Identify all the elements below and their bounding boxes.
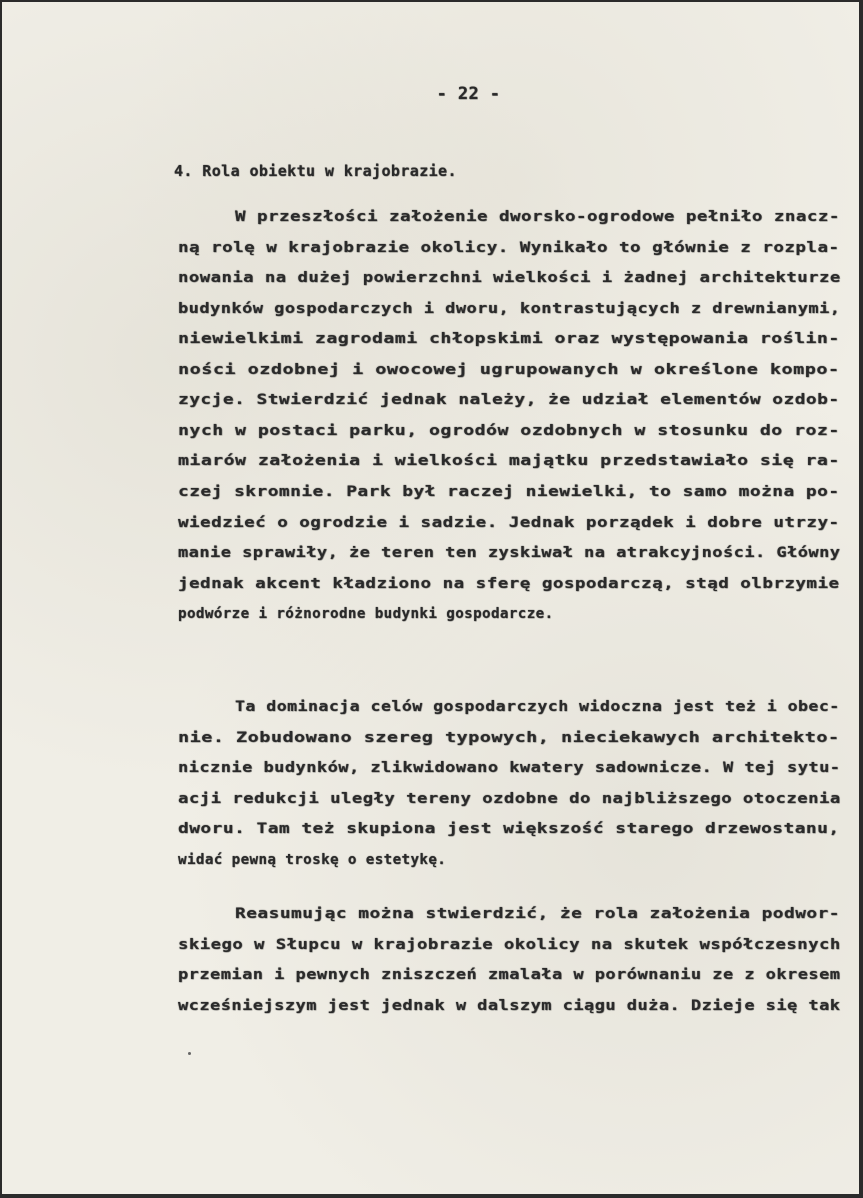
document-page xyxy=(2,2,859,1194)
paragraph-1-line: ności ozdobnej i owocowej ugrupowanych w określone kompo- xyxy=(178,362,840,378)
paragraph-3-line: przemian i pewnych zniszczeń zmalała w porównaniu ze z okresem xyxy=(178,967,841,983)
paragraph-1-line: budynków gospodarczych i dworu, kontrastujących z drewnianymi, xyxy=(178,301,841,317)
paragraph-3-line: wcześniejszym jest jednak w dalszym ciągu duża. Dzieje się tak xyxy=(178,998,841,1014)
paragraph-2-line: nicznie budynków, zlikwidowano kwatery sadownicze. W tej sytu- xyxy=(178,760,841,776)
paragraph-2-line: dworu. Tam też skupiona jest większość starego drzewostanu, xyxy=(178,821,840,837)
paragraph-2-line: widać pewną troskę o estetykę. xyxy=(178,852,447,868)
paragraph-1-line: czej skromnie. Park był raczej niewielki, to samo można po- xyxy=(178,484,840,500)
paragraph-1-line: nowania na dużej powierzchni wielkości i żadnej architekturze xyxy=(178,270,841,286)
paragraph-1-line: wiedzieć o ogrodzie i sadzie. Jednak porządek i dobre utrzy- xyxy=(178,515,840,531)
page-number: - 22 - xyxy=(436,84,501,104)
paragraph-3-line: Reasumując można stwierdzić, że rola założenia podwor- xyxy=(235,906,841,922)
paragraph-1-line: ną rolę w krajobrazie okolicy. Wynikało to głównie z rozpla- xyxy=(178,240,840,256)
paragraph-3-line: skiego w Słupcu w krajobrazie okolicy na skutek współczesnych xyxy=(178,937,841,953)
paragraph-1-line: miarów założenia i wielkości majątku przedstawiało się ra- xyxy=(178,453,840,469)
paragraph-1-line: niewielkimi zagrodami chłopskimi oraz występowania roślin- xyxy=(178,331,840,347)
paragraph-2-line: Ta dominacja celów gospodarczych widoczna jest też i obec- xyxy=(235,699,840,715)
paragraph-1-line: manie sprawiły, że teren ten zyskiwał na atrakcyjności. Główny xyxy=(178,545,841,561)
paragraph-1-line: nych w postaci parku, ogrodów ozdobnych w stosunku do roz- xyxy=(178,423,840,439)
section-heading: 4. Rola obiektu w krajobrazie. xyxy=(174,162,457,180)
paragraph-1-line: jednak akcent kładziono na sferę gospodarczą, stąd olbrzymie xyxy=(178,576,840,592)
paragraph-2-line: nie. Zobudowano szereg typowych, nieciekawych architekto- xyxy=(178,730,840,746)
paragraph-2-line: acji redukcji uległy tereny ozdobne do najbliższego otoczenia xyxy=(178,791,841,807)
paragraph-1-line: zycje. Stwierdzić jednak należy, że udział elementów ozdob- xyxy=(178,392,840,408)
margin-mark xyxy=(188,1052,191,1055)
paragraph-1-line: podwórze i różnorodne budynki gospodarcze. xyxy=(178,606,554,622)
paragraph-1-line: W przeszłości założenie dworsko-ogrodowe pełniło znacz- xyxy=(235,209,840,225)
